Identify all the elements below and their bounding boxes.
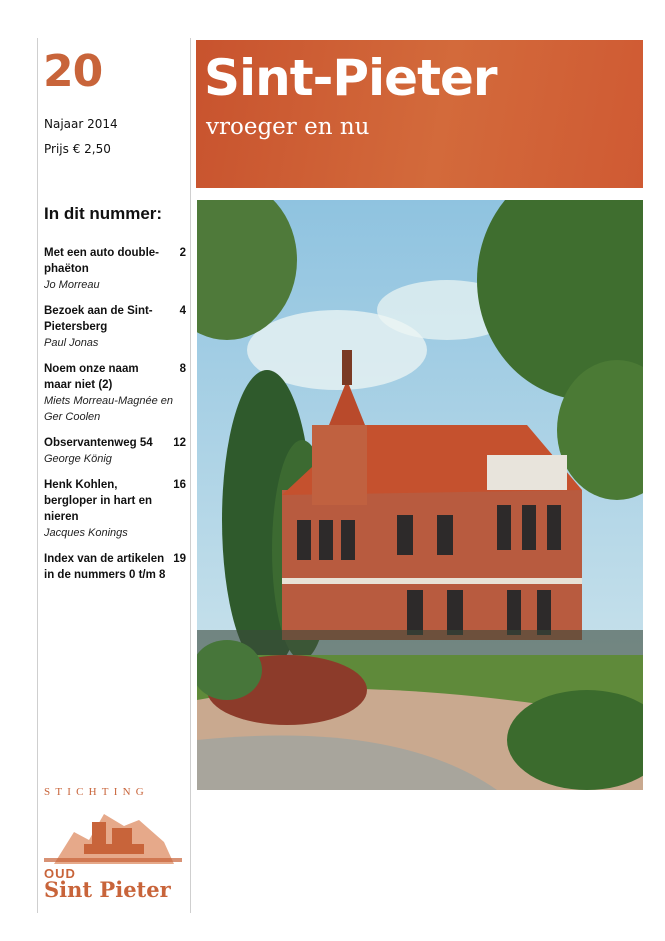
toc-heading: In dit nummer: (44, 204, 163, 223)
toc-item-page: 12 (173, 437, 186, 449)
foundation-logo (44, 786, 186, 902)
logo-stichting: STICHTING (44, 786, 149, 798)
toc-item-title: Henk Kohlen, bergloper in hart en nieren (44, 479, 152, 523)
logo-oud: OUD (44, 866, 76, 881)
toc-item-title: Observantenweg 54 (44, 437, 153, 449)
toc-item-page: 4 (179, 305, 186, 317)
title-banner (196, 40, 643, 188)
toc-item[interactable] (44, 477, 186, 541)
toc-item[interactable] (44, 435, 186, 467)
toc-item[interactable] (44, 303, 186, 351)
column-rule (190, 38, 191, 913)
toc-item-title: Index van de artikelen in de nummers 0 t/m 8 (44, 553, 166, 581)
toc-item-title: Met een auto double-phaëton (44, 247, 159, 275)
issue-price: Prijs € 2,50 (44, 142, 111, 156)
toc-item-author: Jacques Konings (44, 527, 128, 539)
villa-illustration (197, 200, 643, 790)
table-of-contents (44, 245, 186, 593)
toc-item[interactable] (44, 245, 186, 293)
magazine-subtitle: vroeger en nu (206, 114, 370, 140)
toc-item[interactable] (44, 361, 186, 425)
toc-item-author: Jo Morreau (44, 279, 100, 291)
toc-item-title: Bezoek aan de Sint-Pietersberg (44, 305, 153, 333)
issue-season: Najaar 2014 (44, 117, 118, 131)
castle-emblem (44, 802, 182, 868)
toc-item-page: 8 (179, 363, 186, 375)
left-rule (37, 38, 38, 913)
toc-item-author: Paul Jonas (44, 337, 99, 349)
toc-item-page: 16 (173, 479, 186, 491)
issue-number: 20 (43, 46, 103, 97)
toc-item[interactable] (44, 551, 186, 583)
toc-item-title: Noem onze naam maar niet (2) (44, 363, 139, 391)
toc-item-page: 19 (173, 553, 186, 565)
magazine-title: Sint-Pieter (204, 49, 497, 107)
toc-item-page: 2 (179, 247, 186, 259)
toc-item-author: George König (44, 453, 112, 465)
cover-photo (197, 200, 643, 790)
logo-name: Sint Pieter (44, 877, 171, 902)
toc-item-author: Miets Morreau-Magnée en Ger Coolen (44, 395, 174, 423)
